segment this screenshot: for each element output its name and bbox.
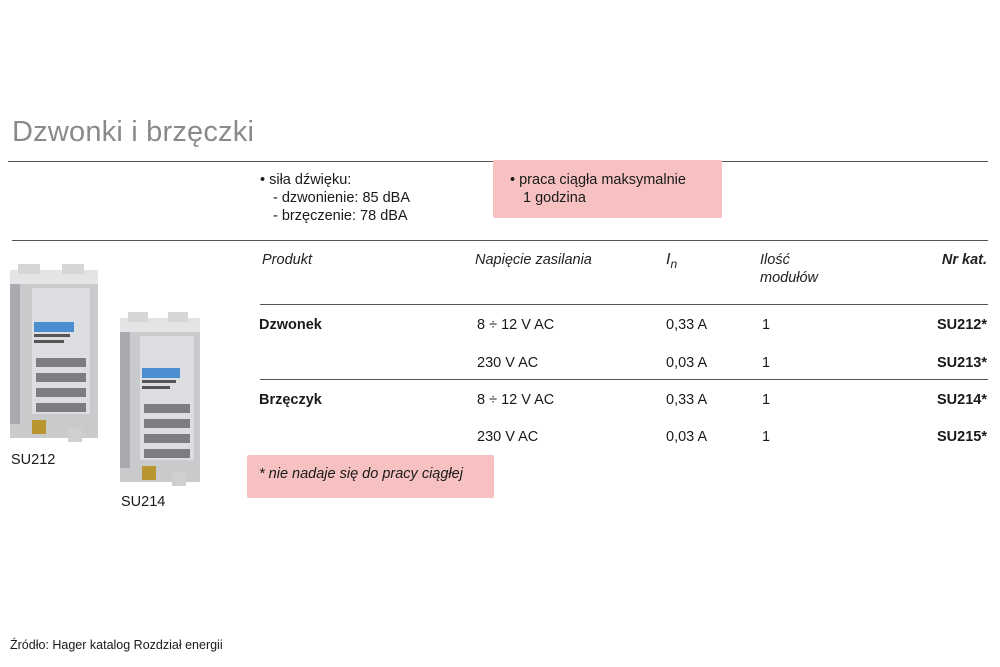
row-1-product: Dzwonek: [259, 317, 322, 333]
sound-item-buzz: - brzęczenie: 78 dBA: [273, 208, 408, 224]
footnote: * nie nadaje się do pracy ciągłej: [259, 466, 463, 482]
row-2-modules: 1: [762, 355, 771, 371]
row-3-current: 0,33 A: [666, 392, 708, 408]
header-modules-line2: modułów: [760, 270, 819, 286]
row-2-catalog: SU213*: [937, 355, 987, 371]
table-header-rule: [260, 304, 988, 305]
row-3-product: Brzęczyk: [259, 392, 322, 408]
row-4-catalog: SU215*: [937, 429, 987, 445]
device-su212-image: [4, 262, 104, 448]
header-current: [666, 251, 677, 273]
device-su214-image: [116, 312, 204, 490]
row-4-modules: 1: [762, 429, 771, 445]
header-modules: [760, 251, 818, 287]
row-1-current: 0,33 A: [666, 317, 708, 333]
row-1-voltage: 8 ÷ 12 V AC: [477, 317, 555, 333]
header-catalog: Nr kat.: [941, 252, 987, 268]
table-group-rule: [260, 379, 988, 380]
source-note: Źródło: Hager katalog Rozdział energii: [10, 638, 223, 652]
row-2-voltage: 230 V AC: [477, 355, 539, 371]
row-4-current: 0,03 A: [666, 429, 708, 445]
header-modules-line1: Ilość: [760, 252, 790, 268]
page-title: Dzwonki i brzęczki: [12, 116, 255, 148]
row-3-modules: 1: [762, 392, 771, 408]
duty-line2: 1 godzina: [523, 190, 586, 206]
header-voltage: Napięcie zasilania: [475, 252, 592, 268]
duty-line1: praca ciągła maksymalnie: [519, 172, 686, 188]
device-su214-caption: SU214: [121, 494, 166, 510]
duty-note: [510, 171, 686, 207]
sound-level-note: [260, 171, 410, 225]
row-4-voltage: 230 V AC: [477, 429, 539, 445]
bullet: •: [510, 172, 516, 188]
row-2-current: 0,03 A: [666, 355, 708, 371]
row-1-modules: 1: [762, 317, 771, 333]
sound-level-label: siła dźwięku:: [269, 172, 352, 188]
header-current-sub: n: [670, 257, 678, 272]
header-product: Produkt: [262, 252, 312, 268]
row-1-catalog: SU212*: [937, 317, 987, 333]
section-divider: [12, 240, 988, 241]
header-current-main: I: [666, 251, 671, 268]
bullet: •: [260, 172, 266, 188]
device-su212-caption: SU212: [11, 452, 56, 468]
row-3-catalog: SU214*: [937, 392, 987, 408]
sound-item-ring: - dzwonienie: 85 dBA: [273, 190, 411, 206]
row-3-voltage: 8 ÷ 12 V AC: [477, 392, 555, 408]
